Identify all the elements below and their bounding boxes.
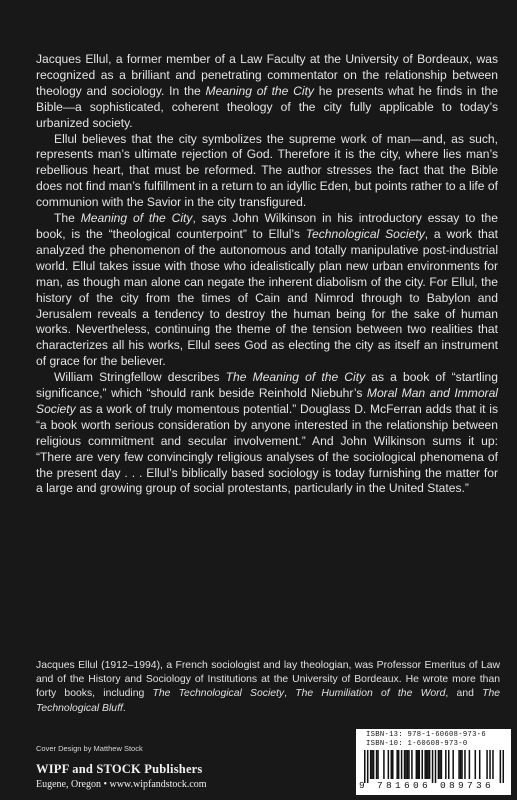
- barcode-bar: [492, 750, 494, 779]
- barcode-bar: [408, 750, 410, 779]
- barcode-bar: [401, 750, 403, 779]
- barcode-bar: [438, 750, 440, 779]
- barcode-bars-icon: [364, 750, 504, 783]
- cover-design-credit: Cover Design by Matthew Stock: [36, 744, 143, 753]
- isbn-13-label: ISBN-13: 978-1-60608-973-6: [366, 731, 486, 739]
- italic-title: Technological Society: [305, 226, 425, 241]
- barcode-bar: [464, 750, 466, 779]
- barcode-bar: [373, 750, 375, 779]
- barcode-bar: [392, 750, 394, 779]
- italic-title: The Technological Society: [152, 688, 285, 700]
- barcode-bar: [371, 750, 373, 779]
- barcode-bar: [445, 750, 447, 779]
- barcode-digits: 9 781606 089736: [359, 780, 495, 791]
- back-cover-blurb: [36, 52, 498, 497]
- barcode-bar: [475, 750, 477, 779]
- italic-title: Moral Man and Immoral Society: [36, 386, 498, 416]
- barcode-bar: [416, 750, 418, 779]
- barcode-bar: [458, 750, 460, 779]
- barcode-bar: [398, 750, 400, 779]
- italic-title: The Technological Bluff: [36, 688, 501, 714]
- barcode-bar: [411, 750, 413, 779]
- barcode-bar: [435, 750, 437, 783]
- author-bio: Jacques Ellul (1912–1994), a French sociologist and lay theologian, was Professor Emeritus of Law and of the History and Sociology of Institutions at the University of Bordeaux. He wrote more than forty books, including The Technological Society, The Humiliation of the Word, and The Technological Bluff.: [36, 660, 501, 714]
- blurb-paragraph-3: The Meaning of the City, says John Wilkinson in his introductory essay to the book, is the “theological counterpoint” to Ellul’s Technological Society, a work that analyzed the phenomenon of the autonomous and totally manipulative post-industrial world. Ellul takes issue with those who idealistically plan new urban environments for man, as though man alone can negate the inherent diabolism of the city. For Ellul, the history of the city from the times of Cain and Nimrod through to Babylon and Jerusalem reveals a tendency to destroy the human being for the sake of human works. Nevertheless, continuing the theme of the tension between two realities that characterizes all his works, Ellul sees God as electing the city as itself an instrument of grace for the believer.: [36, 211, 498, 369]
- barcode-bar: [377, 750, 379, 779]
- isbn-barcode: [356, 729, 511, 795]
- barcode-bar: [427, 750, 429, 779]
- barcode-bar: [388, 750, 390, 779]
- barcode-bar: [404, 750, 406, 779]
- barcode-bar: [407, 750, 409, 779]
- publisher-name: WIPF and STOCK Publishers: [36, 762, 203, 776]
- barcode-bar: [405, 750, 407, 779]
- barcode-bar: [461, 750, 463, 779]
- barcode-bar: [424, 750, 426, 779]
- barcode-bar: [383, 750, 385, 779]
- barcode-bar: [429, 750, 431, 779]
- barcode-bar: [367, 750, 369, 783]
- barcode-bar: [503, 750, 504, 783]
- barcode-bar: [421, 750, 423, 779]
- barcode-bar: [376, 750, 378, 779]
- barcode-bar: [396, 750, 398, 779]
- publisher-block: [36, 762, 207, 790]
- italic-title: The Humiliation of the Word: [295, 688, 446, 700]
- barcode-bar: [479, 750, 481, 779]
- barcode-bar: [364, 750, 366, 783]
- barcode-bar: [500, 750, 502, 783]
- barcode-bar: [486, 750, 488, 779]
- barcode-bar: [432, 750, 434, 783]
- barcode-bar: [370, 750, 372, 779]
- barcode-bar: [417, 750, 419, 779]
- barcode-bar: [441, 750, 443, 779]
- barcode-bar: [439, 750, 441, 779]
- barcode-bar: [448, 750, 450, 779]
- barcode-bar: [469, 750, 471, 779]
- barcode-bar: [426, 750, 428, 779]
- italic-title: The Meaning of the City: [225, 370, 366, 385]
- barcode-bar: [489, 750, 491, 779]
- italic-title: Meaning of the City: [80, 211, 193, 226]
- barcode-bar: [452, 750, 454, 779]
- barcode-bar: [419, 750, 421, 779]
- isbn-10-label: ISBN-10: 1-60608-973-0: [366, 740, 468, 748]
- italic-title: Meaning of the City: [205, 83, 314, 98]
- blurb-paragraph-1: Jacques Ellul, a former member of a Law Faculty at the University of Bordeaux, was recognized as a brilliant and penetrating commentator on the relationship between theology and sociology. In the Meaning of the City he presents what he finds in the Bible—a sophisticated, coherent theology of the city fully applicable to today’s urbanized society.: [36, 52, 498, 130]
- blurb-paragraph-4: William Stringfellow describes The Meaning of the City as a book of “startling significance,” which “should rank beside Reinhold Niebuhr’s Moral Man and Immoral Society as a work of truly momentous potential.” Douglass D. McFerran adds that it is “a book worth serious consideration by anyone interested in the relationship between religious commitment and secular involvement.” And John Wilkinson sums it up: “There are very few convincingly religious analyses of the sociological phenomena of the present day . . . Ellul’s biblically based sociology is today furnishing the matter for a large and growing group of social protestants, particularly in the United States.”: [36, 370, 498, 496]
- barcode-bar: [391, 750, 393, 779]
- barcode-bar: [460, 750, 462, 779]
- publisher-location: Eugene, Oregon • www.wipfandstock.com: [36, 779, 207, 790]
- blurb-paragraph-2: Ellul believes that the city symbolizes the supreme work of man—and, as such, represents man’s ultimate rejection of God. Therefore it is the city, where lies man’s rebellious heart, that must be reformed. The author stresses the fact that the Bible does not find man’s fulfillment in a return to an idyllic Eden, but points rather to a life of communion with the Savior in the city transfigured.: [36, 131, 498, 210]
